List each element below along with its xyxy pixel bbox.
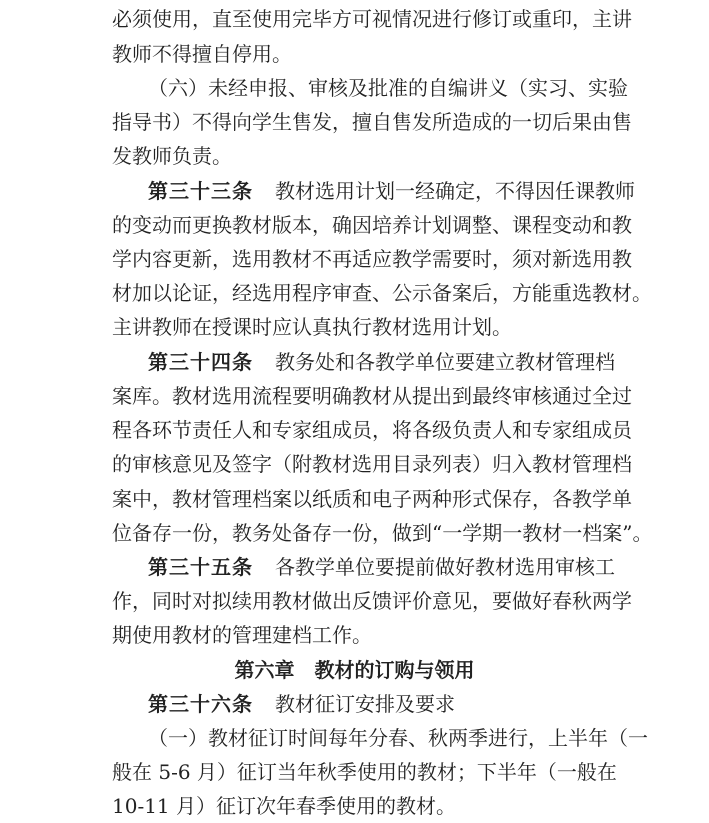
text-line: 案库。教材选用流程要明确教材从提出到最终审核通过全过 <box>112 384 632 408</box>
text-line: 教师不得擅自停用。 <box>112 42 292 66</box>
text-line: 案中，教材管理档案以纸质和电子两种形式保存，各教学单 <box>112 487 632 511</box>
paragraph-article-35 <box>112 550 615 584</box>
text-line: 材加以论证，经选用程序审查、公示备案后，方能重选教材。 <box>112 281 652 305</box>
text-line: 主讲教师在授课时应认真执行教材选用计划。 <box>112 315 512 339</box>
text-line: 位备存一份，教务处备存一份，做到“一学期一教材一档案”。 <box>112 521 653 545</box>
paragraph-article-36 <box>112 687 602 721</box>
paragraph-article-33 <box>112 174 635 208</box>
text-line: 指导书）不得向学生售发，擅自售发所造成的一切后果由售 <box>112 110 632 134</box>
article-heading: 第三十四条 <box>148 350 253 374</box>
article-heading: 第三十三条 <box>148 179 253 203</box>
text-line: 各教学单位要提前做好教材选用审核工 <box>275 555 615 579</box>
article-heading: 第三十六条 <box>148 692 253 716</box>
text-line: 般在 5-6 月）征订当年秋季使用的教材；下半年（一般在 <box>112 760 617 784</box>
text-line: 教材选用计划一经确定，不得因任课教师 <box>275 179 635 203</box>
article-heading: 第三十五条 <box>148 555 253 579</box>
text-line: 的变动而更换教材版本，确因培养计划调整、课程变动和教 <box>112 213 632 237</box>
chapter-title: 第六章 教材的订购与领用 <box>234 658 475 682</box>
text-line: 程各环节责任人和专家组成员，将各级负责人和专家组成员 <box>112 418 632 442</box>
text-line: 教务处和各教学单位要建立教材管理档 <box>275 350 615 374</box>
text-line: 教材征订安排及要求 <box>275 692 455 716</box>
text-line: （一）教材征订时间每年分春、秋两季进行，上半年（一 <box>148 726 648 750</box>
text-line: 发教师负责。 <box>112 144 232 168</box>
text-line: 必须使用，直至使用完毕方可视情况进行修订或重印，主讲 <box>112 7 632 31</box>
text-line: 的审核意见及签字（附教材选用目录列表）归入教材管理档 <box>112 452 632 476</box>
paragraph-article-34 <box>112 345 615 379</box>
text-line: （六）未经申报、审核及批准的自编讲义（实习、实验 <box>148 76 628 100</box>
text-line: 作，同时对拟续用教材做出反馈评价意见，要做好春秋两学 <box>112 589 632 613</box>
text-line: 10-11 月）征订次年春季使用的教材。 <box>112 794 457 818</box>
text-line: 学内容更新，选用教材不再适应教学需要时，须对新选用教 <box>112 247 632 271</box>
text-line: 期使用教材的管理建档工作。 <box>112 623 372 647</box>
